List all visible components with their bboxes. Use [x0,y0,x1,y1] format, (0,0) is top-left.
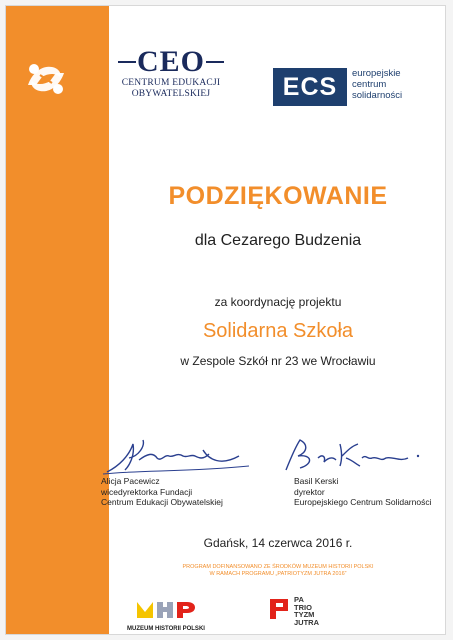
patriotyzm-jutra-icon [268,597,290,621]
patriotyzm-jutra-text [294,596,319,626]
place-and-date: Gdańsk, 14 czerwca 2016 r. [203,536,353,550]
ceo-logo-line2: OBYWATELSKIEJ [131,89,211,99]
museum-logo [124,598,208,632]
school-name: w Zespole Szkół nr 23 we Wrocławiu [180,354,376,368]
reason-text: za koordynację projektu [214,295,342,309]
pj-line-2: TRIO [294,602,312,612]
ecs-logo-mark: ECS [273,68,347,106]
ceo-logo-right-bar [206,61,224,63]
handwritten-signature-1 [99,436,259,476]
ecs-logo-line1: europejskie [352,68,401,79]
program-note-line2: W RAMACH PROGRAMU „PATRIOTYZM JUTRA 2016” [209,571,347,577]
patriotyzm-jutra-logo [268,595,320,627]
signatory-2-name: Basil Kerski [294,476,339,486]
project-name: Solidarna Szkoła [202,320,354,342]
signatory-1-org: Centrum Edukacji Obywatelskiej [101,497,223,507]
ecs-logo-line2: centrum [352,79,387,90]
program-note-line1: PROGRAM DOFINANSOWANO ZE ŚRODKÓW MUZEUM HISTORII POLSKI [182,564,374,570]
ecs-logo-text [352,68,402,101]
signature-block-2 [268,436,443,508]
museum-logo-caption: MUZEUM HISTORII POLSKI [127,626,205,632]
pj-line-4: JUTRA [294,617,320,627]
program-funding-note [109,564,446,578]
ceo-logo-line1: CENTRUM EDUKACJI [121,78,221,88]
ceo-logo-mark [116,46,226,78]
signatory-1-role: wicedyrektorka Fundacji [101,486,193,497]
certificate-page [5,5,446,635]
ceo-logo [116,46,226,100]
pj-line-1: PA [294,595,304,604]
museum-logo-icon [135,598,197,620]
signatory-2-org: Europejskiego Centrum Solidarności [294,497,432,507]
ceo-logo-left-bar [118,61,136,63]
signatory-2-role: dyrektor [294,486,325,497]
signature-block-1 [99,436,269,508]
orange-side-stripe [6,6,109,634]
ecs-logo-line3: solidarności [352,90,403,101]
ceo-logo-letters: CEO [136,45,205,78]
signatory-1-name: Alicja Pacewicz [101,476,160,486]
pj-line-3: TYZM [294,610,315,619]
recipient-name: dla Cezarego Budzenia [194,232,362,249]
hands-logo-icon [22,55,70,103]
certificate-title: PODZIĘKOWANIE [168,182,388,210]
handwritten-signature-2 [268,436,438,476]
